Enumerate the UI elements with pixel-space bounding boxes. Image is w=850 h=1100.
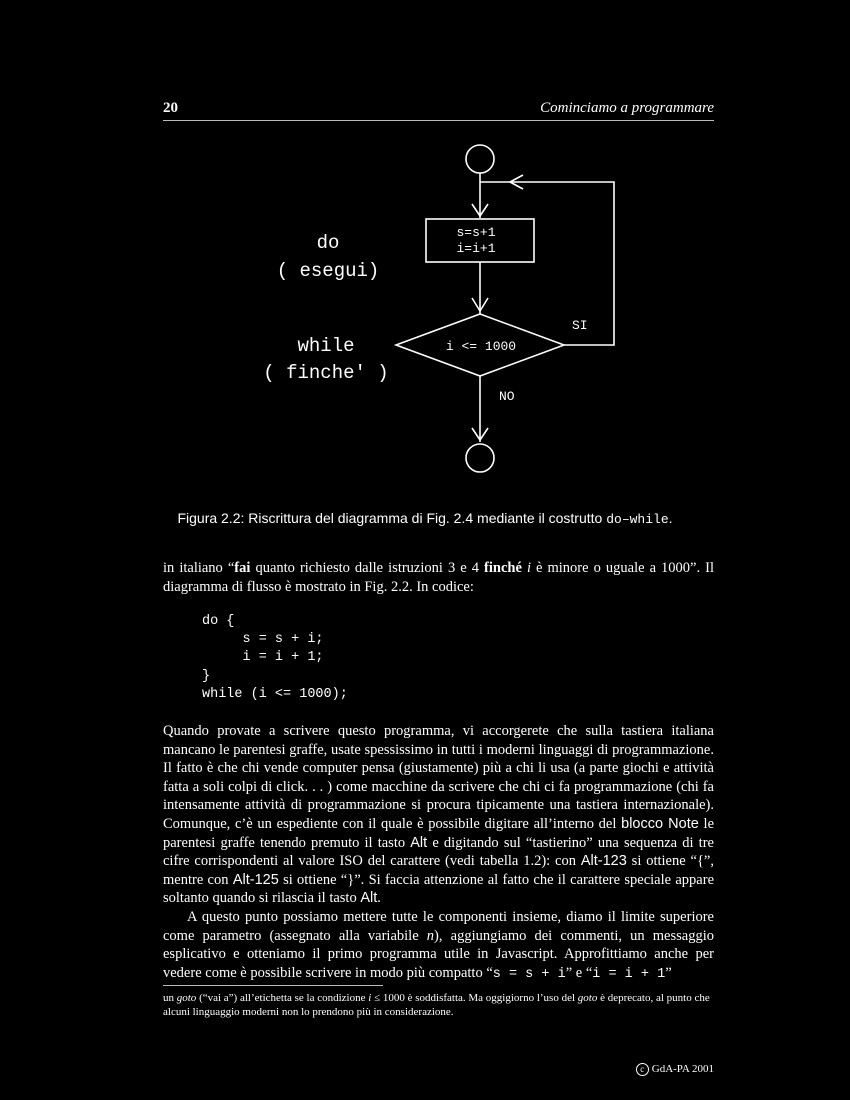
label-while-meaning: ( finche' ): [263, 362, 389, 384]
text: e digitando sul “tastierino” una sequenza di tre cifre corrispondenti al valore ISO del carattere (vedi tabella 1.2): con: [163, 834, 714, 870]
math-var-i: i: [368, 992, 372, 1004]
paragraph-body: [163, 722, 714, 984]
end-terminal: [466, 444, 494, 472]
text: (“vai a”) all’etichetta se la condizione: [196, 992, 369, 1004]
caption-end: .: [668, 510, 673, 526]
code-listing: do { s = s + i; i = i + 1; } while (i <= 1000);: [202, 614, 348, 702]
caption-label: Figura 2.2:: [177, 510, 245, 526]
footnote-rule: [163, 985, 383, 986]
term-goto: goto: [176, 992, 197, 1004]
no-label: NO: [499, 389, 515, 404]
text: ” e “: [565, 964, 593, 981]
text: è minore o uguale a 1000”. Il diagramma di flusso è mostrato in Fig. 2.2. In codice:: [163, 560, 715, 595]
running-title: Cominciamo a programmare: [540, 100, 714, 116]
text: .: [377, 890, 381, 907]
key-alt-123: Alt-123: [580, 853, 627, 870]
process-line-2: i=i+1: [456, 241, 496, 256]
decision-condition: i <= 1000: [445, 339, 517, 354]
caption-code: do–while: [606, 512, 669, 527]
text: si ottiene “{”, mentre con: [163, 853, 714, 888]
flowchart: [0, 0, 850, 500]
math-var-n: n: [426, 927, 435, 944]
text: in italiano “: [163, 560, 235, 576]
text: ), aggiungiamo dei commenti, un messaggio esplicativo e otteniamo il primo programma utile in Javascript. Approfittiamo anche per vedere come è possibile scrivere in modo più compatto “: [163, 927, 714, 981]
emphasis-fai: fai: [234, 560, 251, 576]
text: ≤ 1000 è soddisfatta. Ma oggigiorno l’uso del: [371, 992, 578, 1004]
copyright-text: GdA-PA 2001: [651, 1063, 714, 1075]
text: è deprecato, al punto che alcuni linguaggio moderni non lo prendono più in considerazione.: [163, 992, 710, 1018]
key-alt: Alt: [360, 890, 378, 907]
start-terminal: [466, 145, 494, 173]
paragraph-intro: [163, 559, 714, 596]
caption-text: Riscrittura del diagramma di Fig. 2.4 mediante il costrutto: [248, 510, 603, 526]
key-alt: Alt: [410, 834, 428, 851]
yes-label: SI: [572, 318, 588, 333]
paragraph-keyboard: [163, 722, 714, 908]
text: ”: [665, 964, 672, 981]
text: quanto richiesto dalle istruzioni 3 e 4: [250, 560, 485, 576]
label-while: while: [297, 335, 355, 357]
app-name-blocco-note: blocco Note: [621, 815, 699, 832]
label-do-meaning: ( esegui): [276, 260, 380, 282]
copyright-icon: c: [636, 1063, 649, 1076]
text: A questo punto possiamo mettere tutte le componenti insieme, diamo il limite superiore come parametro (assegnato alla variabile: [163, 908, 714, 944]
copyright-footer: [636, 1063, 714, 1076]
text: Quando provate a scrivere questo programma, vi accorgerete che sulla tastiera italiana mancano le parentesi graffe, usate spessissimo in tutti i moderni linguaggi di programmazione. Il fatto è che chi vende computer pensa (giustamente) più a chi li usa (a parte giochi e attività fatta a soli colpi di click. . . ) come macchine da scrivere che chi ci fa programmazione (chi fa intensamente attività di programmazione si procura tipicamente una tastiera internazionale). Comunque, c’è un espediente con il quale è possibile digitare all’interno del: [163, 723, 714, 832]
process-line-1: s=s+1: [456, 225, 496, 240]
inline-code: i = i + 1: [592, 966, 666, 982]
math-var-i: i: [526, 560, 531, 576]
term-goto: goto: [577, 992, 598, 1004]
text: un: [163, 992, 177, 1004]
text: si ottiene “}”. Si faccia attenzione al fatto che il carattere speciale appare soltanto quando si rilascia il tasto: [163, 871, 715, 907]
key-alt-125: Alt-125: [232, 871, 279, 888]
loop-back-line: [480, 182, 614, 345]
emphasis-finche: finché: [484, 560, 522, 576]
label-do: do: [316, 232, 340, 254]
inline-code: s = s + i: [492, 966, 566, 982]
paragraph-next: [163, 908, 714, 984]
figure-caption: [0, 510, 850, 527]
page-number: 20: [163, 100, 178, 116]
text: le parentesi graffe tenendo premuto il tasto: [163, 815, 715, 851]
footnote: [163, 991, 714, 1019]
